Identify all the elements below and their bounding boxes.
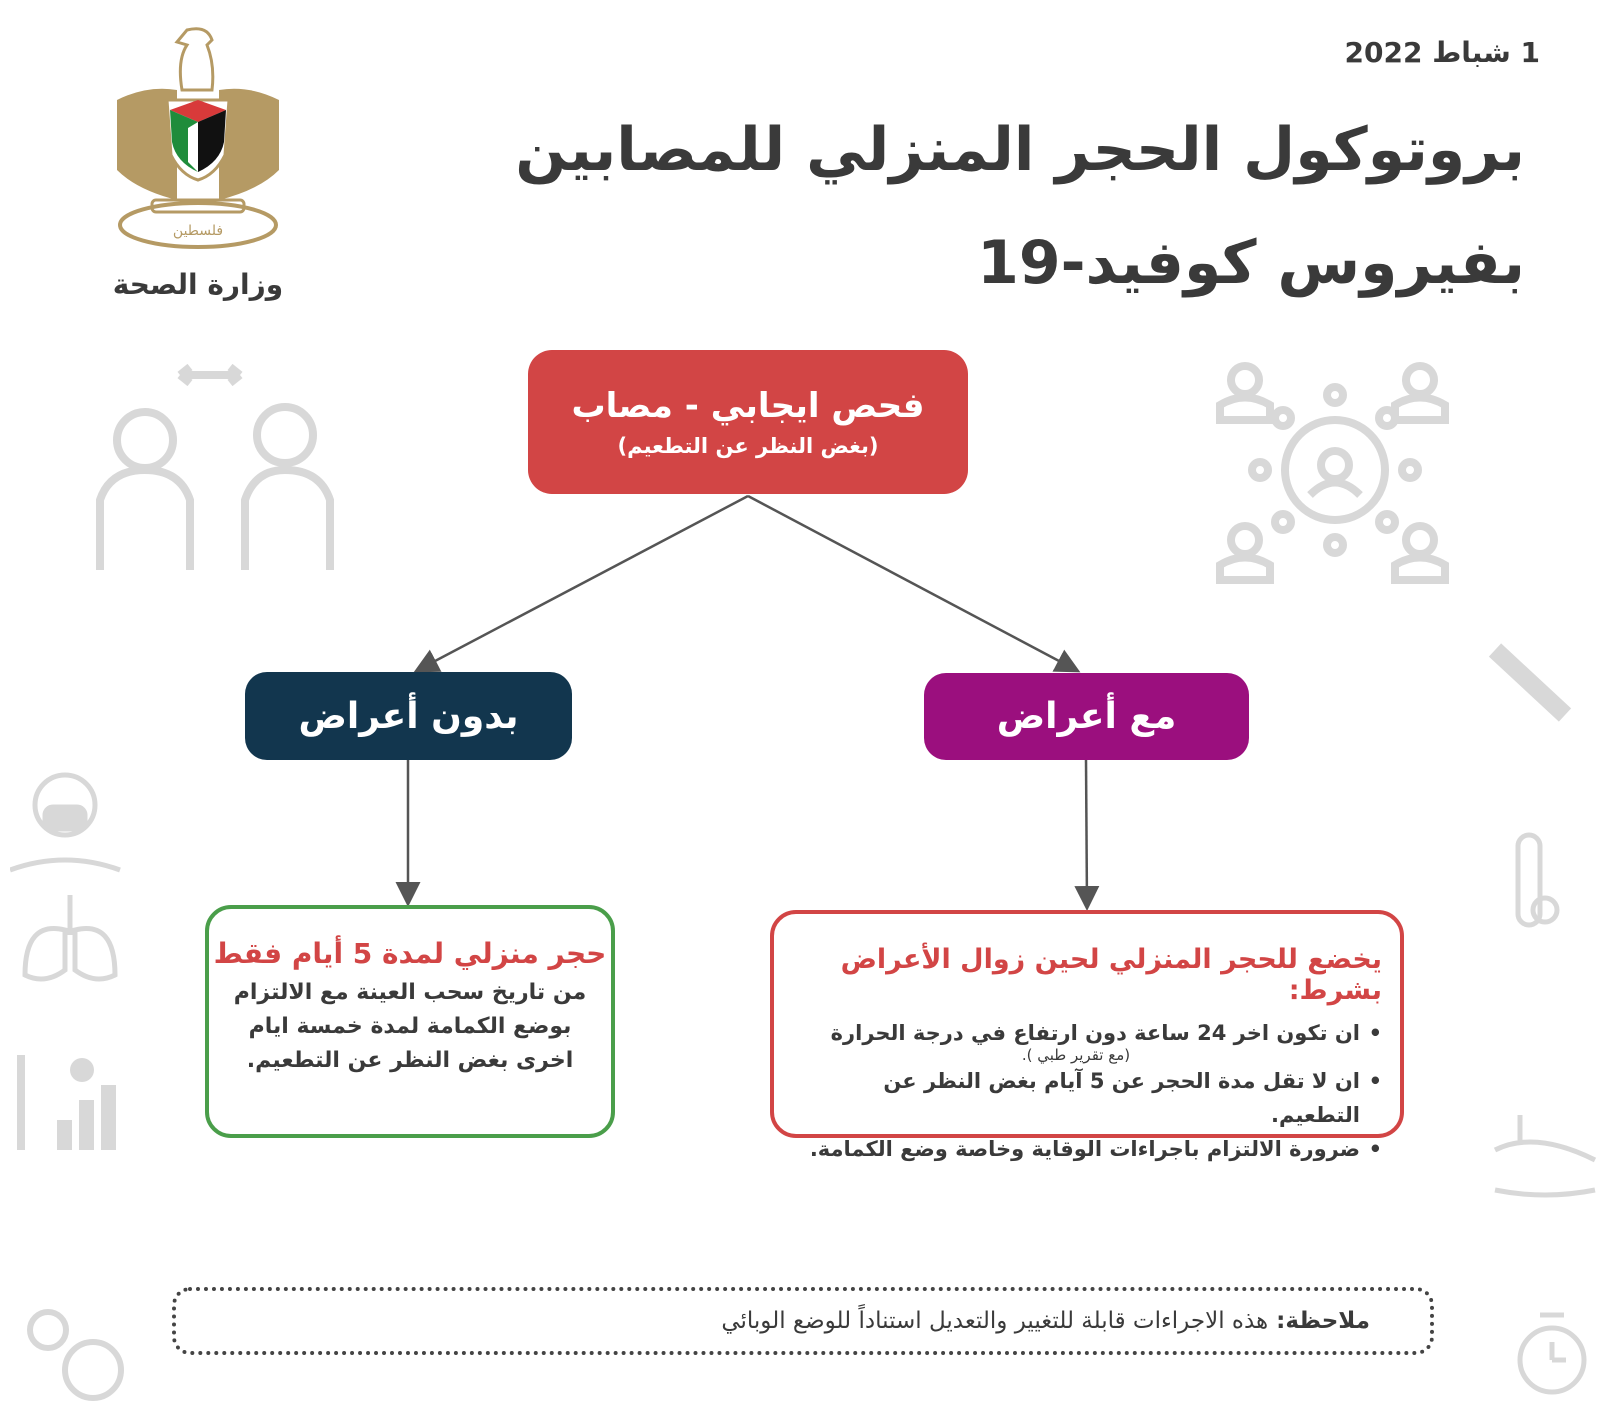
instruction-line: اخرى بغض النظر عن التطعيم. <box>246 1048 574 1073</box>
positive-test-title: فحص ايجابي - مصاب <box>571 386 925 426</box>
conditions-heading: يخضع للحجر المنزلي لحين زوال الأعراض بشرط: <box>840 944 1382 1006</box>
instruction-line: من تاريخ سحب العينة مع الالتزام <box>233 980 587 1005</box>
with-symptoms-box: مع أعراض <box>924 673 1249 760</box>
condition-item: • ان تكون اخر 24 ساعة دون ارتفاع في درجة الحرارة (مع تقرير طبي ). <box>792 1016 1382 1064</box>
medical-report-note: (مع تقرير طبي ). <box>1021 1046 1131 1064</box>
emblem-text: فلسطين <box>172 223 224 239</box>
without-symptoms-box: بدون أعراض <box>245 672 572 760</box>
arrow-to-with-symptoms <box>748 496 1076 670</box>
positive-test-box <box>528 350 968 494</box>
five-day-heading: حجر منزلي لمدة 5 أيام فقط <box>213 937 607 970</box>
condition-item: • ضرورة الالتزام باجراءات الوقاية وخاصة وضع الكمامة. <box>792 1132 1382 1166</box>
note-text: هذه الاجراءات قابلة للتغيير والتعديل استناداً للوضع الوبائي <box>721 1308 1269 1334</box>
without-symptoms-instructions <box>205 905 615 1138</box>
note-box <box>172 1287 1434 1355</box>
page-title-line2: بفيروس كوفيد-19 <box>977 228 1525 298</box>
page-title-line1: بروتوكول الحجر المنزلي للمصابين <box>515 115 1525 185</box>
with-symptoms-instructions <box>770 910 1404 1161</box>
arrow-to-without-symptoms <box>418 496 748 670</box>
instruction-line: بوضع الكمامة لمدة خمسة ايام <box>248 1014 572 1039</box>
date: 1 شباط 2022 <box>1344 36 1540 69</box>
note-label: ملاحظة: <box>1276 1308 1370 1334</box>
condition-item: • ان لا تقل مدة الحجر عن 5 آيام بغض النظر عن التطعيم. <box>792 1064 1382 1132</box>
positive-test-subtitle: (بغض النظر عن التطعيم) <box>617 434 879 458</box>
arrow-to-conditions <box>1086 760 1087 906</box>
ministry-name: وزارة الصحة <box>112 268 284 301</box>
